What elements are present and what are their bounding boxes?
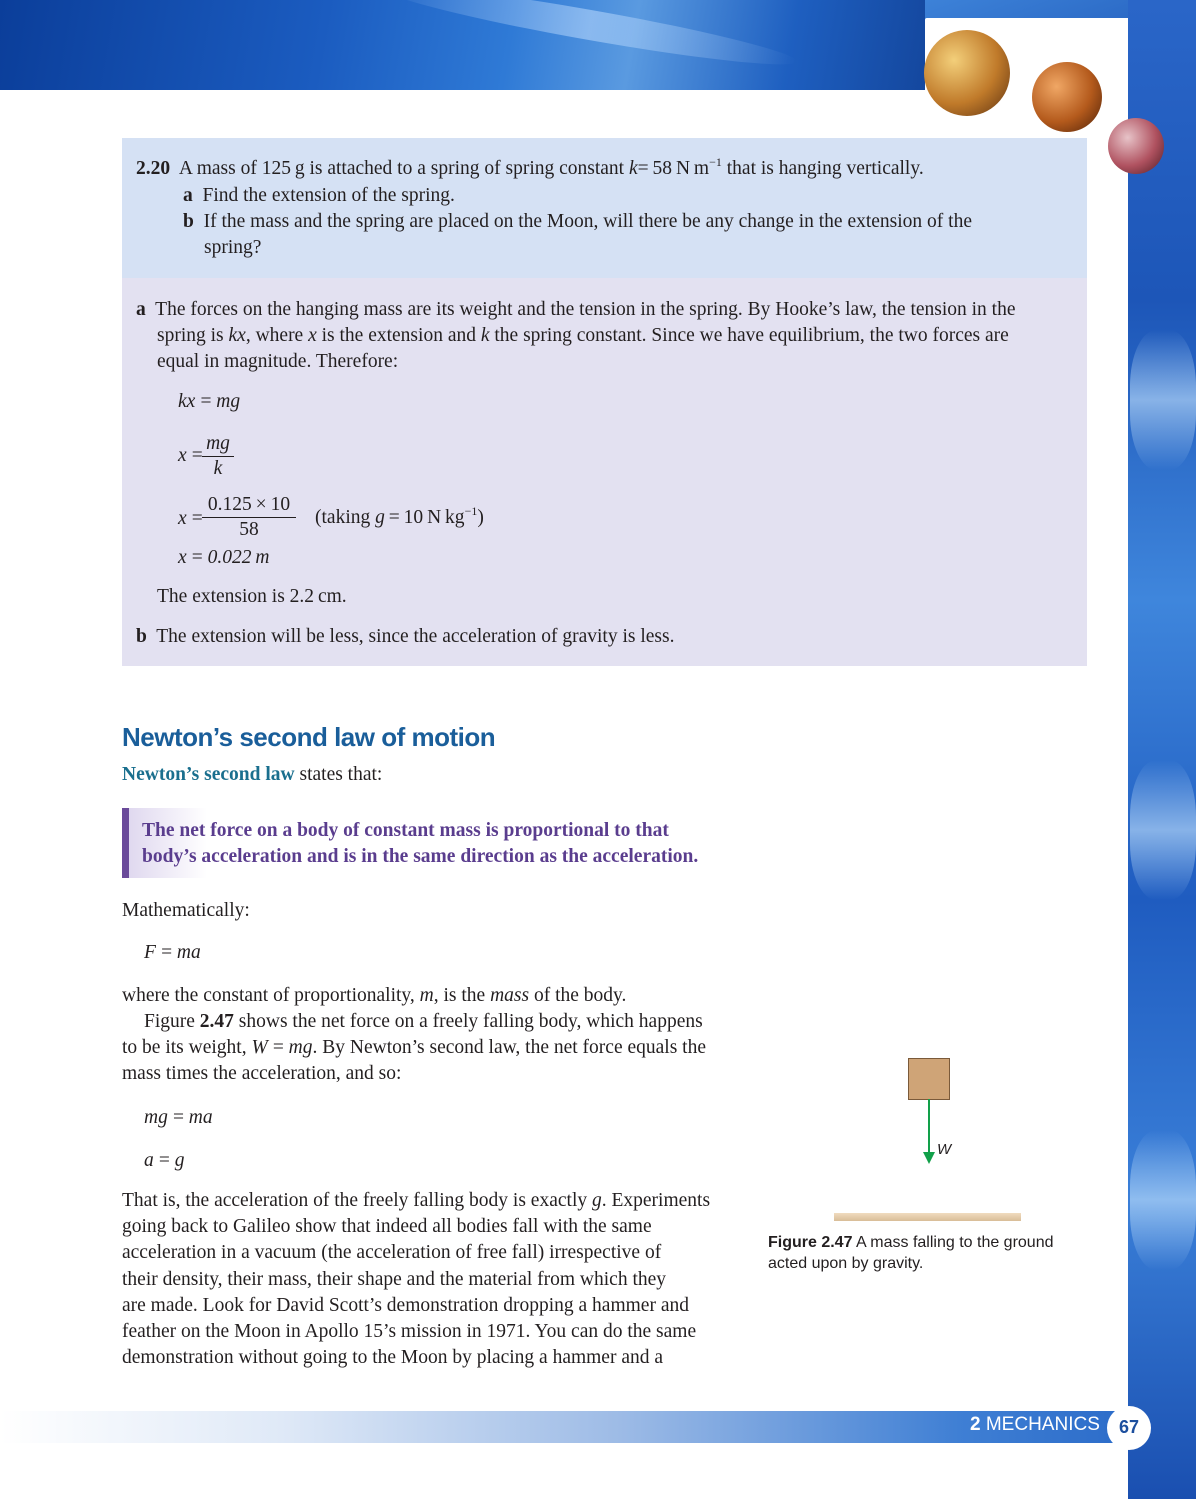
- paragraph-line: [122, 1035, 706, 1061]
- chapter-name: MECHANICS: [980, 1414, 1100, 1435]
- definition-bar: [122, 808, 129, 878]
- page-number: 67: [1118, 1417, 1140, 1437]
- fraction-denominator: 58: [239, 519, 259, 540]
- text: of the body.: [529, 985, 627, 1006]
- paragraph-line: acceleration in a vacuum (the acceleration of free fall) irrespective of: [122, 1242, 662, 1263]
- fraction-mg-over-k: [202, 432, 234, 481]
- equation-inline: W = mg: [251, 1037, 313, 1058]
- text: is the extension and: [316, 325, 481, 346]
- answer-b-text: The extension will be less, since the acceleration of gravity is less.: [156, 626, 675, 647]
- figure-ref: 2.47: [199, 1011, 234, 1032]
- text: , is the: [433, 985, 491, 1006]
- fraction-numeric: [202, 493, 296, 542]
- part-b-label: b: [183, 211, 194, 232]
- text: Figure: [144, 1011, 200, 1032]
- fraction-denominator: k: [213, 458, 223, 479]
- caption-text: acted upon by gravity.: [768, 1255, 924, 1272]
- paragraph-line: [144, 1009, 703, 1035]
- text: the spring constant. Since we have equilibrium, the two forces are: [489, 325, 1009, 346]
- text: (taking: [315, 507, 376, 528]
- equation-note: [315, 505, 484, 531]
- var-g: g: [375, 507, 385, 528]
- figure-number: Figure 2.47: [768, 1234, 853, 1251]
- text: spring is: [157, 325, 229, 346]
- paragraph-line: [122, 1188, 710, 1214]
- text: to be its weight,: [122, 1037, 252, 1058]
- question-text-end: that is hanging vertically.: [721, 158, 924, 179]
- paragraph-line: are made. Look for David Scott’s demonstration dropping a hammer and: [122, 1295, 689, 1316]
- var-x: x: [308, 325, 317, 346]
- var-kx: kx: [228, 325, 246, 346]
- fraction-numerator: mg: [202, 432, 234, 457]
- caption-text: A mass falling to the ground: [852, 1234, 1054, 1251]
- var-g: g: [591, 1190, 602, 1211]
- paragraph-line: their density, their mass, their shape and the material from which they: [122, 1269, 667, 1290]
- answer-a-line1: [136, 297, 1016, 323]
- text: = 10 N kg: [384, 507, 465, 528]
- answer-a-line3: equal in magnitude. Therefore:: [157, 351, 399, 372]
- paragraph: Mathematically:: [122, 900, 250, 921]
- key-term: Newton’s second law: [122, 764, 295, 785]
- intro-line: [122, 762, 382, 788]
- section-heading: Newton’s second law of motion: [122, 722, 496, 752]
- answer-b-label: b: [136, 626, 147, 647]
- text: states that:: [294, 764, 383, 785]
- equation-a-g: a = g: [144, 1150, 185, 1171]
- question-part-b: [183, 209, 972, 235]
- text: shows the net force on a freely falling body, which happens: [233, 1011, 703, 1032]
- weight-arrow-shaft: [928, 1099, 930, 1153]
- planet-small-image: [1108, 118, 1164, 174]
- chapter-label: [970, 1414, 1100, 1436]
- equation-x-result: x = 0.022 m: [178, 547, 270, 568]
- part-b-text: If the mass and the spring are placed on the Moon, will there be any change in the extension of the: [203, 211, 972, 232]
- paragraph-line: feather on the Moon in Apollo 15’s mission in 1971. You can do the same: [122, 1321, 697, 1342]
- part-a-text: Find the extension of the spring.: [202, 185, 455, 206]
- text: where the constant of proportionality,: [122, 985, 420, 1006]
- answer-a-label: a: [136, 299, 146, 320]
- weight-label: W: [937, 1141, 952, 1158]
- question-part-a: [183, 183, 455, 209]
- answer-a-line2: [157, 323, 1009, 349]
- figure-caption: [768, 1232, 1054, 1253]
- answer-result: The extension is 2.2 cm.: [157, 586, 347, 607]
- falling-mass-block: [908, 1058, 950, 1100]
- planet-mars-image: [1032, 62, 1102, 132]
- equation-f-ma: F = ma: [144, 942, 201, 963]
- planet-jupiter-image: [924, 30, 1010, 116]
- text: . Experiments: [601, 1190, 711, 1211]
- footer-band: [0, 1411, 1128, 1443]
- question-text: A mass of 125 g is attached to a spring of spring constant: [178, 158, 629, 179]
- question-k: k: [628, 158, 638, 179]
- equation-x-lhs: x =: [178, 508, 204, 529]
- side-light-streak: [1130, 1130, 1196, 1270]
- side-band: [1128, 0, 1196, 1499]
- text: , where: [245, 325, 309, 346]
- definition-text: The net force on a body of constant mass is proportional to that: [142, 820, 669, 841]
- fraction-numerator: 0.125 × 10: [202, 493, 296, 518]
- side-light-streak: [1130, 330, 1196, 470]
- paragraph-line: demonstration without going to the Moon by placing a hammer and a: [122, 1347, 664, 1368]
- equation-mg-ma: mg = ma: [144, 1107, 213, 1128]
- definition-text: body’s acceleration and is in the same direction as the acceleration.: [142, 846, 699, 867]
- equation-x-lhs: x =: [178, 445, 204, 466]
- term-mass: mass: [490, 985, 530, 1006]
- var-m: m: [419, 985, 434, 1006]
- question-k-value: 58 N m: [648, 158, 710, 179]
- text: . By Newton’s second law, the net force equals the: [312, 1037, 706, 1058]
- weight-arrow-icon: [923, 1152, 935, 1164]
- part-b-text-cont: spring?: [204, 237, 262, 258]
- part-a-label: a: [183, 185, 193, 206]
- paragraph-line: going back to Galileo show that indeed all bodies fall with the same: [122, 1216, 652, 1237]
- question-exponent: −1: [709, 154, 722, 169]
- paragraph-line: mass times the acceleration, and so:: [122, 1063, 402, 1084]
- text: That is, the acceleration of the freely falling body is exactly: [122, 1190, 592, 1211]
- ground-strip: [834, 1213, 1021, 1221]
- exponent: −1: [464, 503, 478, 518]
- side-light-streak: [1130, 760, 1196, 900]
- answer-a-text: The forces on the hanging mass are its weight and the tension in the spring. By Hooke’s law, the tension in the: [155, 299, 1016, 320]
- paragraph-line: [122, 983, 626, 1009]
- text: ): [477, 507, 484, 528]
- answer-b: [136, 624, 674, 650]
- var-k: k: [480, 325, 490, 346]
- chapter-number: 2: [970, 1414, 981, 1435]
- question-number: 2.20: [136, 158, 171, 179]
- equation-kx-mg: kx = mg: [178, 391, 241, 412]
- question-stem: 2.20 A mass of 125 g is attached to a spring of spring constant k= 58 N $m^{-1}$ that is hanging vertically.: [136, 154, 924, 179]
